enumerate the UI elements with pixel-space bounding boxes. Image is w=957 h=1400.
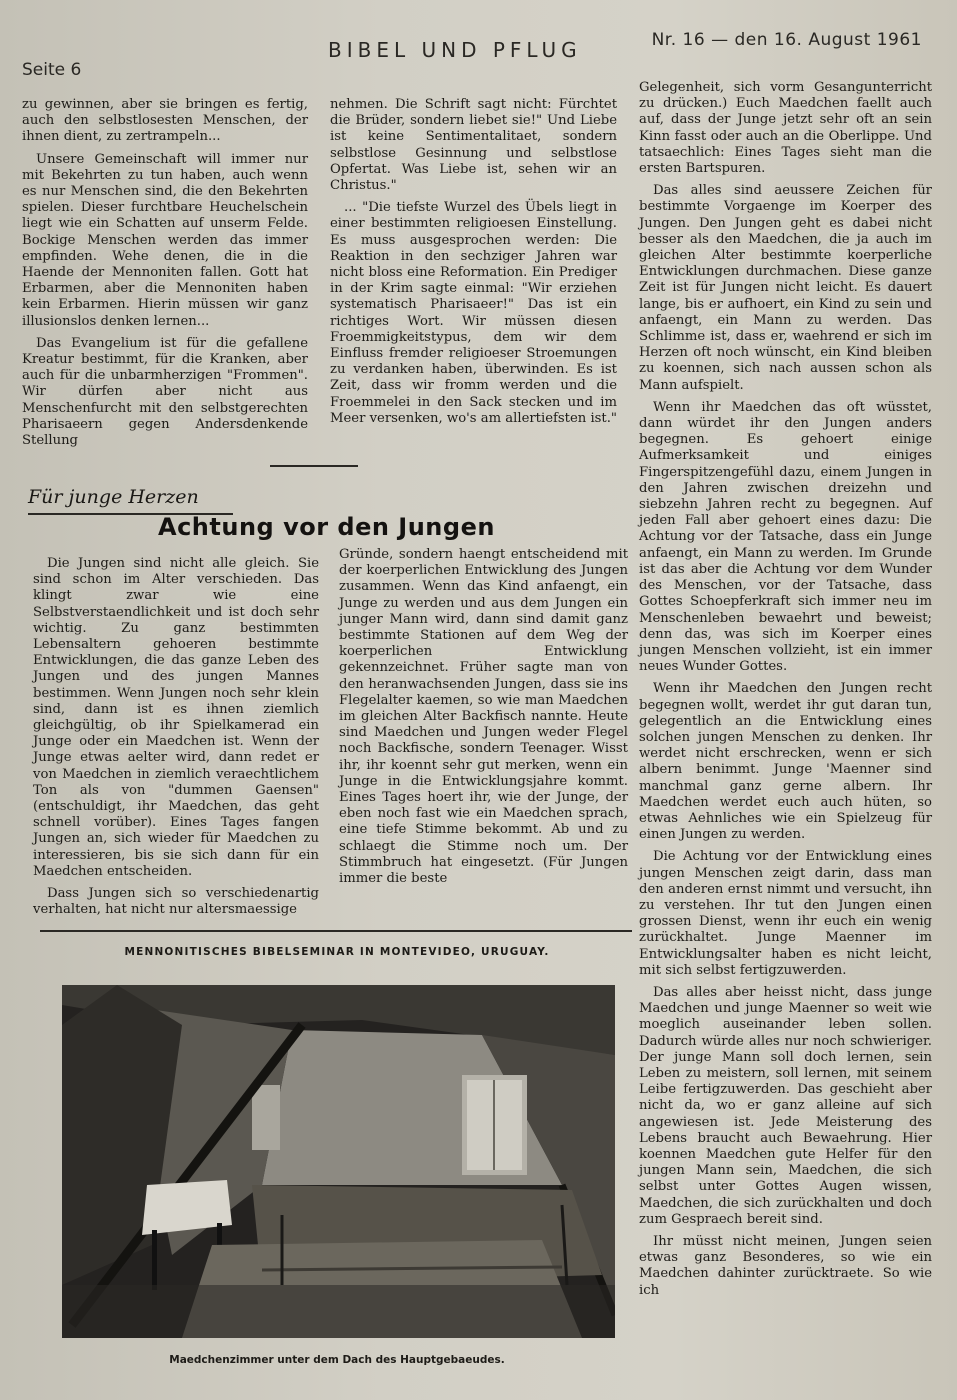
issue-info: Nr. 16 — den 16. August 1961 <box>651 30 922 50</box>
paragraph: Das alles sind aeussere Zeichen für bestimmte Vorgaenge im Koerper des Jungen. Den Jungen geht es dabei nicht besser als den Maedchen, die ja auch im gleichen Alter bestimmte koerperliche Entwicklungen durchmachen. Diese ganze Zeit ist für Jungen nicht leicht. Es dauert lange, bis er aufhoert, ein Kind zu sein und anfaengt, ein Mann zu werden. Das Schlimme ist, dass er, waehrend er sich im Herzen oft noch wünscht, ein Kind bleiben zu koennen, sich nach aussen schon als Mann aufspielt. <box>639 183 932 393</box>
paragraph: Das Evangelium ist für die gefallene Kreatur bestimmt, für die Kranken, aber auch für die unbarmherzigen "Frommen". Wir dürfen aber nicht aus Menschenfurcht mit den selbstgerechten Pharisaeern gegen Andersdenkende Stellung <box>22 335 308 449</box>
right-column <box>639 80 932 1299</box>
top-middle-column <box>330 97 617 427</box>
page-number: Seite 6 <box>22 60 82 80</box>
section-divider <box>270 465 358 467</box>
paragraph: Dass Jungen sich so verschiedenartig verhalten, hat nicht nur altersmaessige <box>33 886 319 918</box>
paragraph: Die Jungen sind nicht alle gleich. Sie sind schon im Alter verschieden. Das klingt zwar wie eine Selbstverstaendlichkeit und ist doch sehr wichtig. Zu ganz bestimmten Lebensaltern gehoeren bestimmte Entwicklungen, die das ganze Leben des Jungen und des jungen Mannes bestimmen. Wenn Jungen noch sehr klein sind, dann ist es ihnen ziemlich gleichgültig, ob ihr Spielkamerad ein Junge oder ein Maedchen ist. Wenn der Junge etwas aelter wird, dann redet er von Maedchen in ziemlich veraechtlichem Ton als von "dummen Gaensen" (entschuldigt, ihr Maedchen, das geht schnell vorüber). Eines Tages fangen Jungen an, sich wieder für Maedchen zu interessieren, bis sie sich dann für ein Maedchen entscheiden. <box>33 556 319 879</box>
photo-divider <box>40 930 632 932</box>
section-kicker: Für junge Herzen <box>28 486 199 508</box>
paragraph: Unsere Gemeinschaft will immer nur mit Bekehrten zu tun haben, auch wenn es nur Menschen sind, die den Bekehrten spielen. Dieser furchtbare Heuchelschein liegt wie ein Schatten auf unserm Felde. Bockige Menschen werden das immer empfinden. Wehe denen, die in die Haende der Mennoniten fallen. Gott hat Erbarmen, aber die Mennoniten haben kein Erbarmen. Hierin müssen wir ganz illusionslos denken lernen... <box>22 151 308 329</box>
paragraph: nehmen. Die Schrift sagt nicht: Fürchtet die Brüder, sondern liebet sie!" Und Liebe ist keine Sentimentalitaet, sondern selbstlose Gesinnung und selbstlose Opfertat. Was Liebe ist, sehen wir an Christus." <box>330 97 617 194</box>
paragraph: Ihr müsst nicht meinen, Jungen seien etwas ganz Besonderes, so wie ein Maedchen dahinter zurücktraete. So wie ich <box>639 1234 932 1298</box>
photo-illustration <box>62 985 615 1338</box>
paragraph: Wenn ihr Maedchen den Jungen recht begegnen wollt, werdet ihr gut daran tun, gelegentlich an die Entwicklung eines solchen jungen Menschen zu denken. Ihr werdet nicht erschrecken, wenn er sich albern benimmt. Junge 'Maenner sind manchmal ganz gerne albern. Ihr Maedchen werdet euch auch hüten, so etwas Aehnliches wie ein Spielzeug für einen Jungen zu werden. <box>639 681 932 843</box>
paragraph: Gründe, sondern haengt entscheidend mit der koerperlichen Entwicklung des Jungen zusammen. Wenn das Kind anfaengt, ein Junge zu werden und aus dem Jungen ein junger Mann wird, dann sind damit ganz bestimmte Stationen auf dem Weg der koerperlichen Entwicklung gekennzeichnet. Früher sagte man von den heranwachsenden Jungen, dass sie ins Flegelalter kaemen, so wie man Maedchen im gleichen Alter Backfisch nannte. Heute sind Maedchen und Jungen weder Flegel noch Backfische, sondern Teenager. Wisst ihr, ihr koennt sehr gut merken, wenn ein Junge in die Entwicklungsjahre kommt. Eines Tages hoert ihr, wie der Junge, der eben noch fast wie ein Maedchen sprach, eine tiefe Stimme bekommt. Ab und zu schlaegt die Stimme noch um. Der Stimmbruch hat eingesetzt. (Für Jungen immer die beste <box>339 547 628 887</box>
attic-room-photo <box>62 985 615 1338</box>
paragraph: Gelegenheit, sich vorm Gesangunterricht zu drücken.) Euch Maedchen faellt auch auf, dass der Junge jetzt sehr oft an sein Kinn fasst oder auch an die Oberlippe. Und tatsaechlich: Eines Tages sieht man die ersten Bartspuren. <box>639 80 932 177</box>
article-middle-column <box>339 547 628 887</box>
article-left-column <box>33 556 319 918</box>
photo-heading: MENNONITISCHES BIBELSEMINAR IN MONTEVIDEO, URUGUAY. <box>124 946 550 958</box>
paragraph: Die Achtung vor der Entwicklung eines jungen Menschen zeigt darin, dass man den anderen ernst nimmt und versucht, ihn zu verstehen. Ihr tut den Jungen einen grossen Dienst, wenn ihr euch ein wenig zurückhaltet. Junge Maenner im Entwicklungsalter haben es nicht leicht, mit sich selbst fertigzuwerden. <box>639 849 932 978</box>
photo-caption: Maedchenzimmer unter dem Dach des Hauptgebaeudes. <box>169 1354 505 1366</box>
paragraph: Das alles aber heisst nicht, dass junge Maedchen und junge Maenner so weit wie moeglich auseinander leben sollen. Dadurch würde alles nur noch schwieriger. Der junge Mann soll doch lernen, sein Leben zu meistern, soll lernen, mit seinem Leibe fertigzuwerden. Das geschieht aber nicht da, wo er ganz alleine auf sich angewiesen ist. Jede Meisterung des Lebens braucht auch Bewaehrung. Hier koennen Maedchen gute Helfer für den jungen Mann sein, Maedchen, die sich selbst unter Gottes Augen wissen, Maedchen, die sich zurückhalten und doch zum Gespraech bereit sind. <box>639 984 932 1227</box>
article-title: Achtung vor den Jungen <box>158 513 495 541</box>
paragraph: zu gewinnen, aber sie bringen es fertig, auch den selbstlosesten Menschen, der ihnen dient, zu zertrampeln... <box>22 97 308 145</box>
paragraph: Wenn ihr Maedchen das oft wüsstet, dann würdet ihr den Jungen anders begegnen. Es gehoert einige Aufmerksamkeit und einiges Fingerspitzengefühl dazu, einem Jungen in den Jahren zwischen dreizehn und siebzehn Jahren recht zu begegnen. Auf jeden Fall aber gehoert eines dazu: Die Achtung vor der Tatsache, dass ein Junge anfaengt, ein Mann zu werden. Im Grunde ist das aber die Achtung vor dem Wunder des Menschen, vor der Tatsache, dass Gottes Schoepferkraft sich immer neu im Menschenleben bewaehrt und beweist; denn das, was sich im Koerper eines jungen Menschen vollzieht, ist ein immer neues Wunder Gottes. <box>639 399 932 675</box>
paragraph: ... "Die tiefste Wurzel des Übels liegt in einer bestimmten religioesen Einstellung. Es muss ausgesprochen werden: Die Reaktion in den sechziger Jahren war nicht bloss eine Reformation. Ein Prediger in der Krim sagte einmal: "Wir erziehen systematisch Pharisaeer!" Das ist ein richtiges Wort. Wir müssen diesen Froemmigkeitstypus, dem wir dem Einfluss fremder religioeser Stroemungen zu verdanken haben, überwinden. Es ist Zeit, dass wir fromm werden und die Froemmelei in den Sack stecken und im Meer versenken, wo's am allertiefsten ist." <box>330 200 617 426</box>
top-left-column <box>22 97 308 449</box>
publication-title: BIBEL UND PFLUG <box>328 38 582 62</box>
